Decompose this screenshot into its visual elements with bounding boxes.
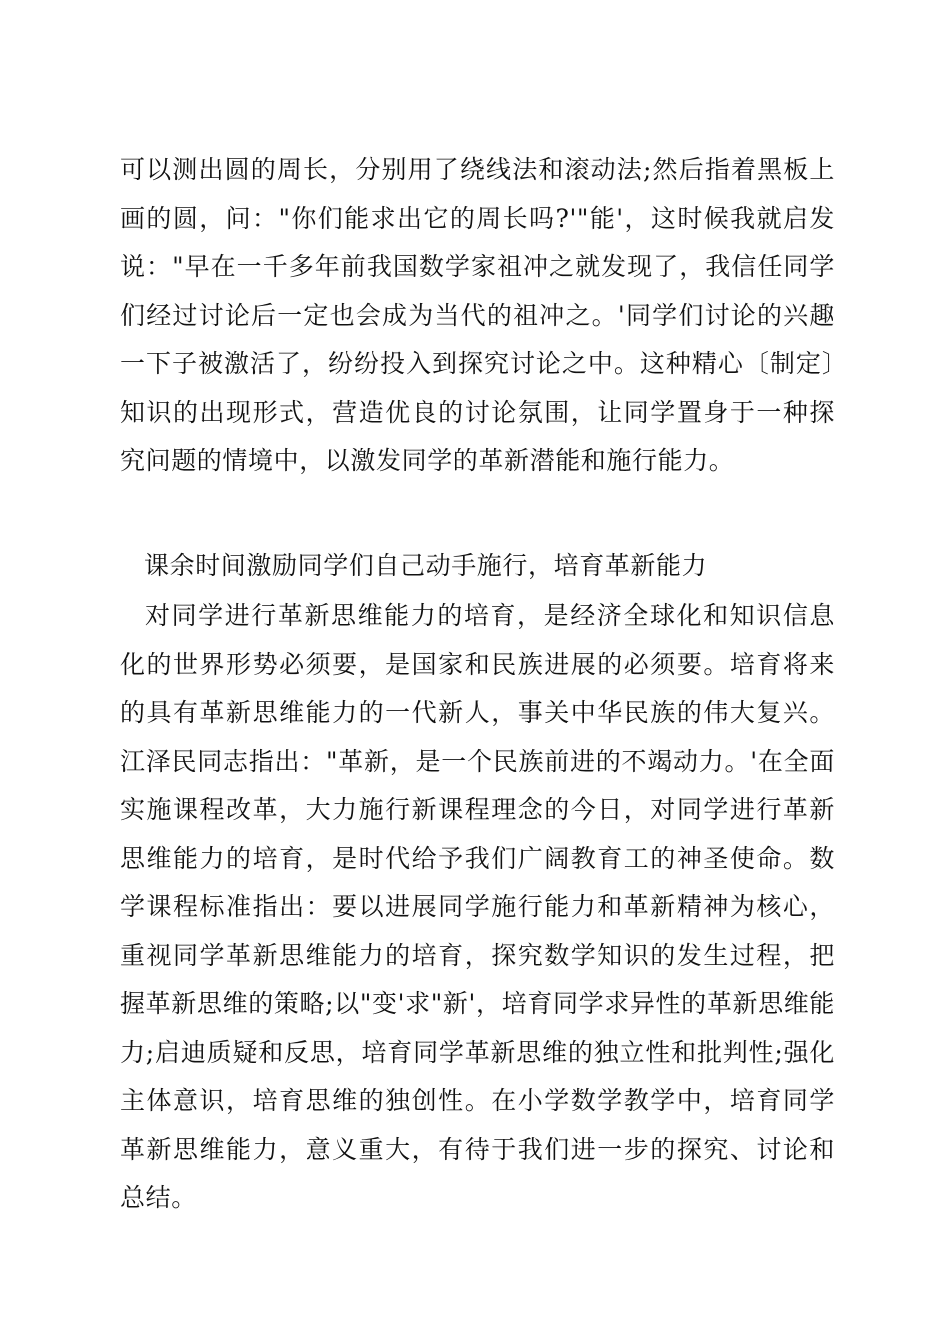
- section-heading: 课余时间激励同学们自己动手施行，培育革新能力: [144, 551, 708, 580]
- body-paragraph-2: 对同学进行革新思维能力的培育，是经济全球化和知识信息化的世界形势必须要，是国家和民族进展的必须要。培育将来的具有革新思维能力的一代新人，事关中华民族的伟大复兴。江泽民同志指出："革新，是一个民族前进的不竭动力。'在全面实施课程改革，大力施行新课程理念的今日，对同学进行革新思维能力的培育，是时代给予我们广阔教育工的神圣使命。数学课程标准指出：要以进展同学施行能力和革新精神为核心，重视同学革新思维能力的培育，探究数学知识的发生过程，把握革新思维的策略;以"变'求"新'，培育同学求异性的革新思维能力;启迪质疑和反思，培育同学革新思维的独立性和批判性;强化主体意识，培育思维的独创性。在小学数学教学中，培育同学革新思维能力，意义重大，有待于我们进一步的探究、讨论和总结。: [120, 601, 835, 1212]
- body-paragraph-1: 可以测出圆的周长，分别用了绕线法和滚动法;然后指着黑板上画的圆，问："你们能求出它的周长吗?'"能'，这时候我就启发说："早在一千多年前我国数学家祖冲之就发现了，我信任同学们经过讨论后一定也会成为当代的祖冲之。'同学们讨论的兴趣一下子被激活了，纷纷投入到探究讨论之中。这种精心〔制定〕知识的出现形式，营造优良的讨论氛围，让同学置身于一种探究问题的情境中，以激发同学的革新潜能和施行能力。: [120, 155, 835, 475]
